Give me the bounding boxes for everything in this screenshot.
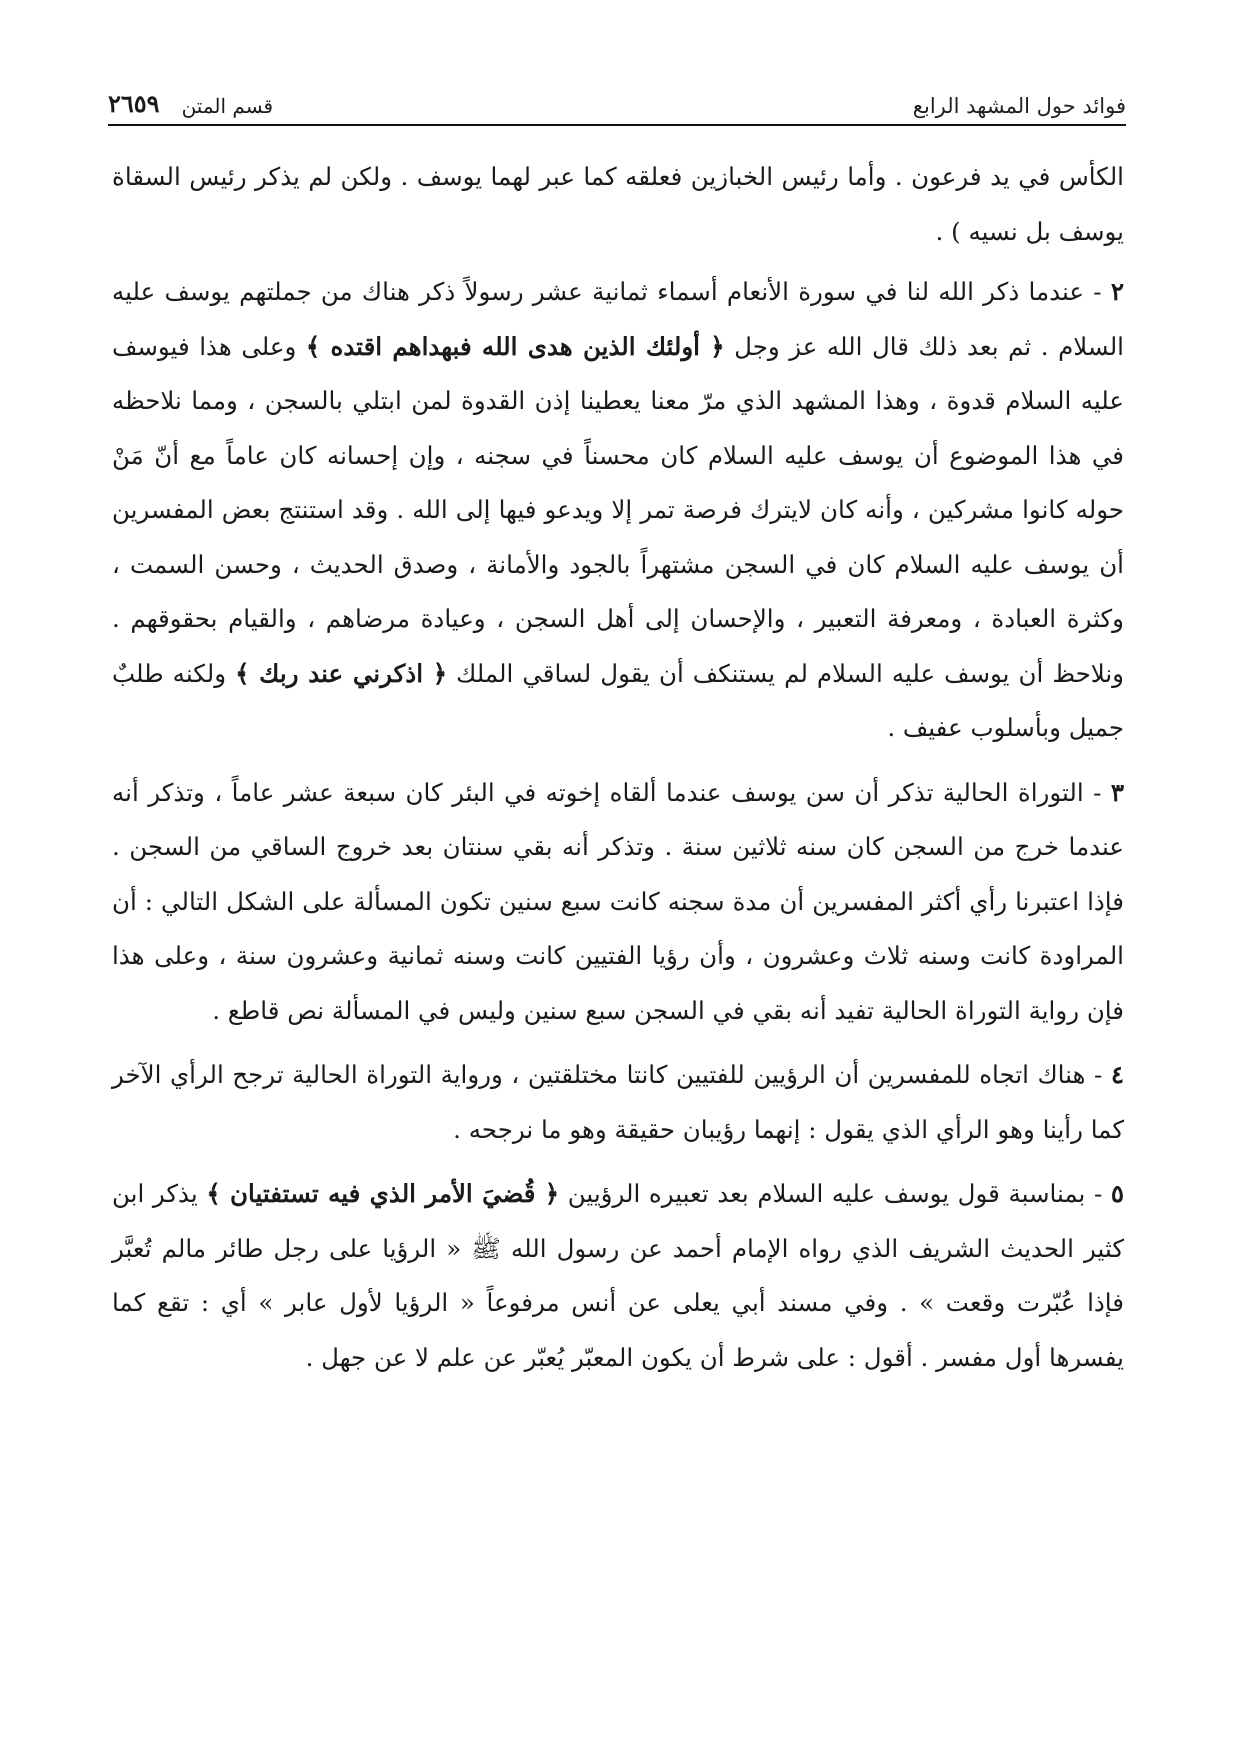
paragraph-3 xyxy=(112,766,1124,1039)
paragraph-number: ٤ xyxy=(1110,1060,1124,1089)
paragraph-number: ٥ xyxy=(1110,1179,1124,1208)
paragraph-text: وعلى هذا فيوسف عليه السلام قدوة ، وهذا المشهد الذي مرّ معنا يعطينا إذن القدوة لمن ابتلي بالسجن ، ومما نلاحظه في هذا الموضوع أن يوسف عليه السلام كان محسناً في سجنه ، وإن إحسانه كان عاماً مع أنّ مَنْ حوله كانوا مشركين ، وأنه كان لايترك فرصة تمر إلا ويدعو فيها إلى الله . وقد استنتج بعض المفسرين أن يوسف عليه السلام كان في السجن مشتهراً بالجود والأمانة ، وصدق الحديث ، وحسن السمت ، وكثرة العبادة ، ومعرفة التعبير ، والإحسان إلى أهل السجن ، وعيادة مرضاهم ، والقيام بحقوقهم . ونلاحظ أن يوسف عليه السلام لم يستنكف أن يقول لساقي الملك xyxy=(112,331,1124,688)
paragraph-text: - عندما ذكر الله لنا في سورة الأنعام أسماء ثمانية عشر رسولاً ذكر هناك من جملتهم يوسف عليه السلام . ثم بعد ذلك قال الله عز وجل xyxy=(112,277,1124,361)
page-body xyxy=(112,150,1124,1385)
header-meta xyxy=(108,89,273,118)
page-header xyxy=(108,78,1126,118)
page-number: ٢٦٥٩ xyxy=(108,89,160,118)
paragraph-text: الكأس في يد فرعون . وأما رئيس الخبازين فعلقه كما عبر لهما يوسف . ولكن لم يذكر رئيس السقاة يوسف بل نسيه ) . xyxy=(112,162,1124,246)
paragraph-text: - التوراة الحالية تذكر أن سن يوسف عندما ألقاه إخوته في البئر كان سبعة عشر عاماً ، وتذكر أنه عندما خرج من السجن كان سنه ثلاثين سنة . وتذكر أنه بقي سنتان بعد خروج الساقي من السجن . فإذا اعتبرنا رأي أكثر المفسرين أن مدة سجنه كانت سبع سنين تكون المسألة على الشكل التالي : أن المراودة كانت وسنه ثلاث وعشرون ، وأن رؤيا الفتيين كانت وسنه ثمانية وعشرون سنة ، وعلى هذا فإن رواية التوراة الحالية تفيد أنه بقي في السجن سبع سنين وليس في المسألة نص قاطع . xyxy=(112,777,1124,1025)
paragraph-text: - هناك اتجاه للمفسرين أن الرؤيين للفتيين كانتا مختلقتين ، ورواية التوراة الحالية ترجح الرأي الآخر كما رأينا وهو الرأي الذي يقول : إنهما رؤيبان حقيقة وهو ما نرجحه . xyxy=(112,1060,1124,1144)
quran-quote: ﴿ اذكرني عند ربك ﴾ xyxy=(235,658,448,688)
quran-quote: ﴿ قُضيَ الأمر الذي فيه تستفتيان ﴾ xyxy=(206,1179,560,1208)
paragraph-text: - بمناسبة قول يوسف عليه السلام بعد تعبيره الرؤيين xyxy=(559,1179,1111,1208)
running-title: فوائد حول المشهد الرابع xyxy=(912,94,1126,118)
paragraph-text: ولكنه طلبٌ جميل وبأسلوب عفيف . xyxy=(112,658,1124,742)
section-label: قسم المتن xyxy=(181,94,274,118)
paragraph-text: يذكر ابن كثير الحديث الشريف الذي رواه الإمام أحمد عن رسول الله ﷺ « الرؤيا على رجل طائر مالم تُعبَّر فإذا عُبّرت وقعت » . وفي مسند أبي يعلى عن أنس مرفوعاً « الرؤيا لأول عابر » أي : تقع كما يفسرها أول مفسر . أقول : على شرط أن يكون المعبّر يُعبّر عن علم لا عن جهل . xyxy=(112,1179,1124,1372)
quran-quote: ﴿ أولئك الذين هدى الله فبهداهم اقتده ﴾ xyxy=(305,331,725,361)
paragraph-2 xyxy=(112,265,1124,756)
paragraph-number: ٢ xyxy=(1110,277,1124,306)
paragraph-5 xyxy=(112,1167,1124,1385)
header-rule xyxy=(108,124,1126,126)
paragraph-4 xyxy=(112,1048,1124,1157)
paragraph-number: ٣ xyxy=(1110,777,1124,807)
paragraph-continuation xyxy=(112,150,1124,259)
